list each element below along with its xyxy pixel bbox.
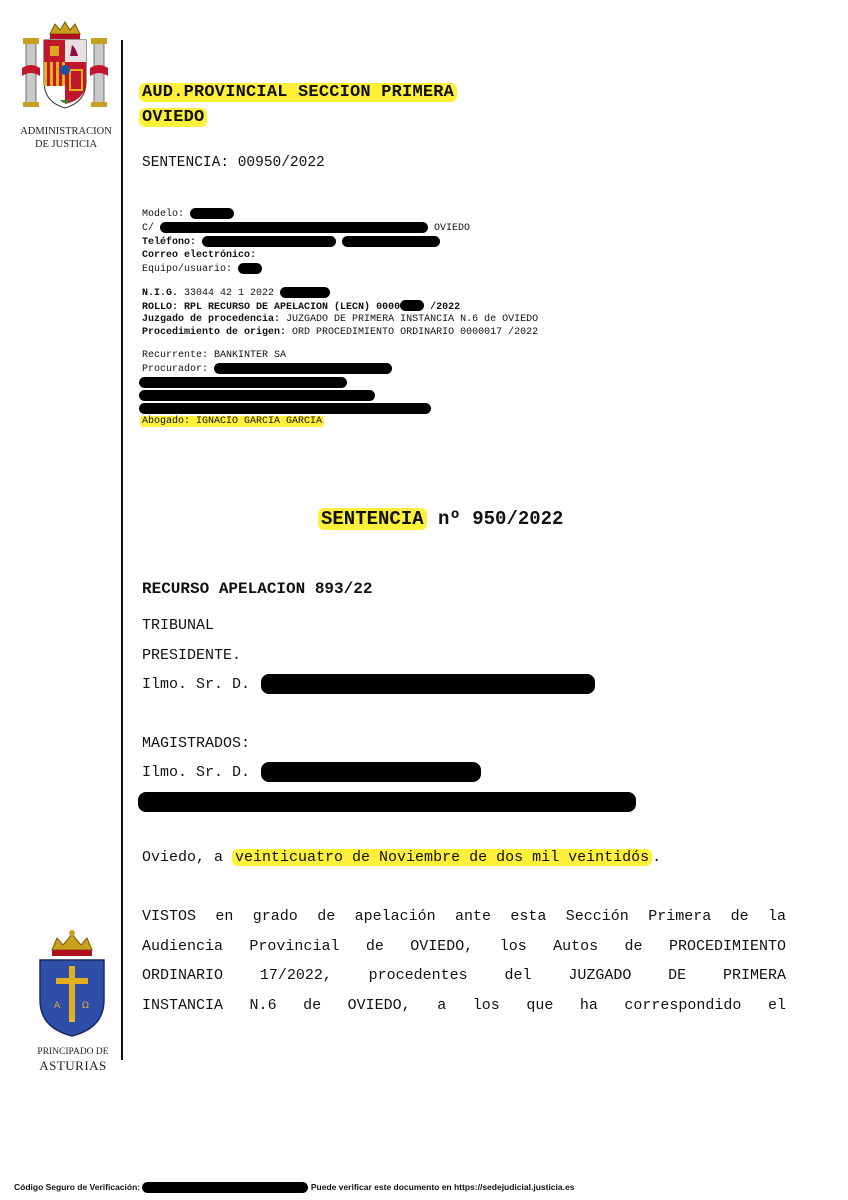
redaction <box>214 363 392 374</box>
emblem-spain-label-line2: DE JUSTICIA <box>34 139 98 150</box>
redacted-row <box>142 377 742 390</box>
verify-text: Puede verificar este documento en https://sedejudicial.justicia.es <box>310 1182 575 1192</box>
asturias-label <box>28 1046 118 1072</box>
calle-row <box>142 222 742 236</box>
date-line <box>142 843 661 873</box>
redaction <box>139 403 431 414</box>
emblem-spain-label-line1: ADMINISTRACION <box>20 126 112 137</box>
magistrado-name-row <box>142 758 636 788</box>
nig-label: N.I.G. <box>142 287 179 299</box>
emblem-spain-label <box>18 125 114 151</box>
recurrente-label: Recurrente: <box>142 350 209 362</box>
sentencia-reference: SENTENCIA: 00950/2022 <box>142 155 325 171</box>
court-name-line1: AUD.PROVINCIAL SECCION PRIMERA <box>139 83 457 102</box>
vistos-line: Audiencia Provincial de OVIEDO, los Autos de PROCEDIMIENTO <box>142 937 786 955</box>
rollo-label: ROLLO: <box>142 301 179 313</box>
correo-row <box>142 250 742 263</box>
tribunal-block <box>142 611 636 817</box>
redaction <box>400 300 424 311</box>
redacted-row <box>142 390 742 403</box>
redaction <box>138 792 636 812</box>
presidente-name-row <box>142 670 636 700</box>
ilmo-label: Ilmo. Sr. D. <box>142 676 251 693</box>
procedimiento-value: ORD PROCEDIMIENTO ORDINARIO 0000017 /2022 <box>292 327 539 339</box>
calle-label: C/ <box>142 223 155 235</box>
rollo-row <box>142 300 742 314</box>
procurador-label: Procurador: <box>142 363 209 375</box>
correo-label: Correo electrónico: <box>142 249 257 261</box>
asturias-label-line1: PRINCIPADO DE <box>37 1047 109 1057</box>
nig-value: 33044 42 1 2022 <box>184 287 275 299</box>
verification-footer <box>14 1182 574 1193</box>
date-highlight: veinticuatro de Noviembre de dos mil veintidós <box>232 849 652 866</box>
procedimiento-label: Procedimiento de origen: <box>142 327 287 339</box>
redaction <box>238 263 262 274</box>
abogado-text: Abogado: IGNACIO GARCIA GARCIA <box>142 415 323 427</box>
recurso-heading: RECURSO APELACION 893/22 <box>142 580 373 598</box>
date-prefix: Oviedo, a <box>142 849 224 866</box>
procurador-row <box>142 363 742 377</box>
redacted-row <box>142 403 742 416</box>
tribunal-label: TRIBUNAL <box>142 617 215 634</box>
csv-label: Código Seguro de Verificación: <box>14 1182 141 1192</box>
equipo-row <box>142 263 742 277</box>
court-name <box>139 80 457 130</box>
recurrente-value: BANKINTER SA <box>214 350 287 362</box>
vistos-line: ORDINARIO 17/2022, procedentes del JUZGADO DE PRIMERA <box>142 967 786 984</box>
redaction <box>160 222 428 233</box>
sentencia-title-number: nº 950/2022 <box>438 508 564 530</box>
modelo-row <box>142 208 742 222</box>
svg-text:A: A <box>54 1001 61 1011</box>
redaction <box>139 390 375 401</box>
redaction <box>261 762 481 782</box>
case-details <box>142 208 742 429</box>
magistrado-name-row-2 <box>142 788 636 818</box>
sentencia-title <box>318 508 563 530</box>
redaction <box>280 287 330 298</box>
nig-row <box>142 287 742 301</box>
procedimiento-row <box>142 327 742 340</box>
date-suffix: . <box>652 849 662 866</box>
juzgado-label: Juzgado de procedencia: <box>142 314 281 326</box>
equipo-label: Equipo/usuario: <box>142 263 233 275</box>
juzgado-row <box>142 314 742 327</box>
redaction <box>190 208 234 219</box>
calle-city: OVIEDO <box>434 223 471 235</box>
vistos-paragraph <box>142 902 786 1020</box>
margin-rule <box>121 40 123 1060</box>
ilmo-label: Ilmo. Sr. D. <box>142 764 251 781</box>
asturias-coat-of-arms-icon <box>32 928 112 1043</box>
redaction <box>342 236 440 247</box>
redaction <box>261 674 595 694</box>
redaction <box>202 236 336 247</box>
redaction <box>139 377 347 388</box>
vistos-line: VISTOS en grado de apelación ante esta Sección Primera de la <box>142 908 786 925</box>
abogado-row <box>142 416 742 429</box>
asturias-label-line2: ASTURIAS <box>39 1058 107 1073</box>
spain-coat-of-arms-icon <box>20 20 110 125</box>
vistos-line: INSTANCIA N.6 de OVIEDO, a los que ha correspondido el <box>142 996 786 1014</box>
rollo-value: RPL RECURSO DE APELACION (LECN) 0000 <box>184 301 401 313</box>
recurrente-row <box>142 350 742 363</box>
court-name-line2: OVIEDO <box>139 108 207 127</box>
redaction <box>142 1182 308 1193</box>
magistrados-label: MAGISTRADOS: <box>142 734 251 752</box>
telefono-label: Teléfono: <box>142 237 197 249</box>
presidente-label: PRESIDENTE. <box>142 646 242 664</box>
sentencia-title-word: SENTENCIA <box>318 508 427 530</box>
svg-text:Ω: Ω <box>82 1001 89 1011</box>
rollo-suffix: /2022 <box>430 301 461 313</box>
juzgado-value: JUZGADO DE PRIMERA INSTANCIA N.6 de OVIEDO <box>286 314 539 326</box>
telefono-row <box>142 236 742 250</box>
modelo-label: Modelo: <box>142 209 185 221</box>
